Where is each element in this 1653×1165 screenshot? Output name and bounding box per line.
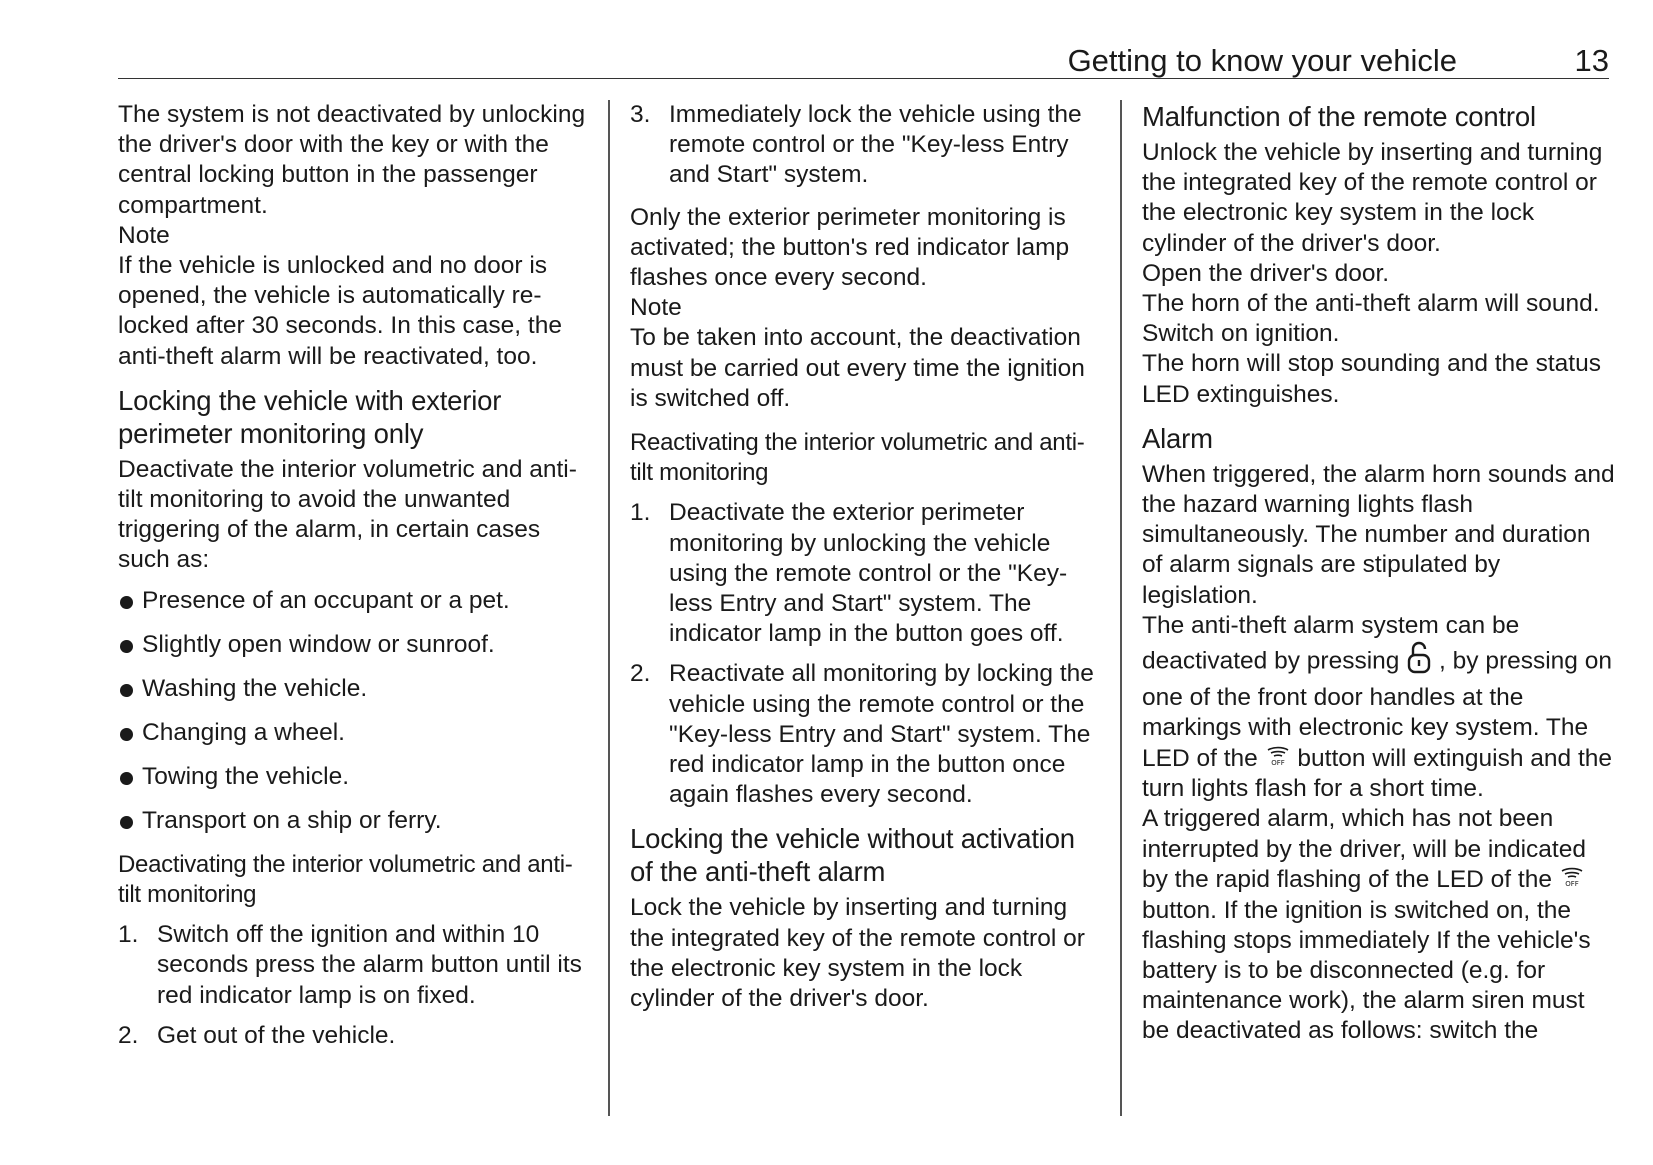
paragraph: Switch on ignition. [1142, 320, 1340, 348]
list-item [630, 659, 1096, 810]
list-item [118, 1021, 588, 1051]
list-item: Changing a wheel. [118, 718, 588, 748]
step-text: Reactivate all monitoring by locking the vehicle using the remote control or the "Key-less Entry and Start" system. The red indicator lamp in the button once again flashes every second. [669, 660, 1094, 809]
note-text: If the vehicle is unlocked and no door is opened, the vehicle is automatically re-locked after 30 seconds. In this case, the anti-theft alarm will be reactivated, too. [118, 252, 562, 370]
section-title: Getting to know your vehicle [1067, 43, 1457, 78]
alarm-off-icon [1559, 865, 1585, 895]
paragraph: Open the driver's door. [1142, 259, 1390, 287]
step-number: 3. [630, 101, 651, 128]
list-item: Towing the vehicle. [118, 762, 588, 792]
bullet-list [118, 586, 588, 836]
note-label: Note [118, 221, 170, 249]
list-item: Transport on a ship or ferry. [118, 806, 588, 836]
alarm-off-label: OFF [1565, 880, 1579, 888]
note-text: To be taken into account, the deactivation must be carried out every time the ignition is switched off. [630, 324, 1085, 412]
step-number: 2. [630, 660, 651, 688]
numbered-list [630, 100, 1096, 191]
numbered-list [118, 920, 588, 1051]
column-3 [1142, 100, 1616, 1047]
subheading: Deactivating the interior volumetric and anti-tilt monitoring [118, 850, 573, 909]
column-divider [608, 100, 610, 1116]
alarm-off-label: OFF [1270, 759, 1285, 767]
step-text: Immediately lock the vehicle using the remote control or the "Key-less Entry and Start" system. [669, 101, 1082, 189]
section-heading: Alarm [1142, 422, 1213, 454]
step-text: Deactivate the exterior perimeter monitoring by unlocking the vehicle using the remote control or the "Key-less Entry and Start" system. The indicator lamp in the button goes off. [669, 499, 1068, 648]
list-item: Presence of an occupant or a pet. [118, 586, 588, 616]
alarm-off-icon [1265, 744, 1291, 774]
column-2 [630, 100, 1096, 1014]
paragraph: The horn of the anti-theft alarm will sound. [1142, 290, 1600, 318]
paragraph [1142, 804, 1616, 1046]
paragraph: Only the exterior perimeter monitoring is activated; the button's red indicator lamp flashes once every second. [630, 203, 1070, 292]
paragraph: Deactivate the interior volumetric and anti-tilt monitoring to avoid the unwanted triggering of the alarm, in certain cases such as: [118, 455, 577, 574]
section-heading: Locking the vehicle without activation of the anti-theft alarm [630, 823, 1075, 888]
column-1 [118, 100, 588, 1061]
step-number: 2. [118, 1021, 139, 1049]
paragraph: The system is not deactivated by unlocking the driver's door with the key or with the central locking button in the passenger compartment. [118, 101, 586, 219]
page-number: 13 [1574, 43, 1609, 78]
section-heading: Locking the vehicle with exterior perimeter monitoring only [118, 384, 502, 449]
step-text: Get out of the vehicle. [157, 1021, 396, 1049]
text-run: button. If the ignition is switched on, the flashing stops immediately If the vehicle's battery is to be disconnected (e.g. for maintenance work), the alarm siren must be deactivated as follows: switch the [1142, 896, 1591, 1045]
text-run: A triggered alarm, which has not been interrupted by the driver, will be indicated by the rapid flashing of the LED of the [1142, 805, 1586, 893]
list-item: Slightly open window or sunroof. [118, 630, 588, 660]
text-run: The anti-theft alarm system can be deactivated by pressing [1142, 611, 1520, 675]
note-label: Note [630, 294, 682, 322]
list-item [118, 920, 588, 1011]
paragraph: When triggered, the alarm horn sounds and the hazard warning lights flash simultaneously. The number and duration of alarm signals are stipulated by legislation. [1142, 460, 1615, 609]
unlock-padlock-icon [1406, 641, 1432, 683]
paragraph: The horn will stop sounding and the status LED extinguishes. [1142, 350, 1601, 408]
list-item [630, 498, 1096, 649]
list-item [630, 100, 1096, 191]
subheading: Reactivating the interior volumetric and anti-tilt monitoring [630, 429, 1085, 487]
step-number: 1. [630, 499, 651, 527]
step-text: Switch off the ignition and within 10 seconds press the alarm button until its red indicator lamp is on fixed. [157, 921, 582, 1009]
section-heading: Malfunction of the remote control [1142, 101, 1536, 132]
step-number: 1. [118, 921, 139, 949]
text-run: button will extinguish and the turn lights flash for a short time. [1142, 744, 1613, 803]
list-item: Washing the vehicle. [118, 674, 588, 704]
column-divider [1120, 100, 1122, 1116]
paragraph [1142, 611, 1616, 805]
paragraph: Unlock the vehicle by inserting and turning the integrated key of the remote control or the electronic key system in the lock cylinder of the driver's door. [1142, 139, 1603, 257]
paragraph: Lock the vehicle by inserting and turning the integrated key of the remote control or the electronic key system in the lock cylinder of the driver's door. [630, 894, 1085, 1013]
text-run: , by pressing on one of the front door handles at the markings with electronic key system. The LED of the [1142, 647, 1612, 772]
page-header [118, 42, 1609, 79]
numbered-list [630, 498, 1096, 810]
